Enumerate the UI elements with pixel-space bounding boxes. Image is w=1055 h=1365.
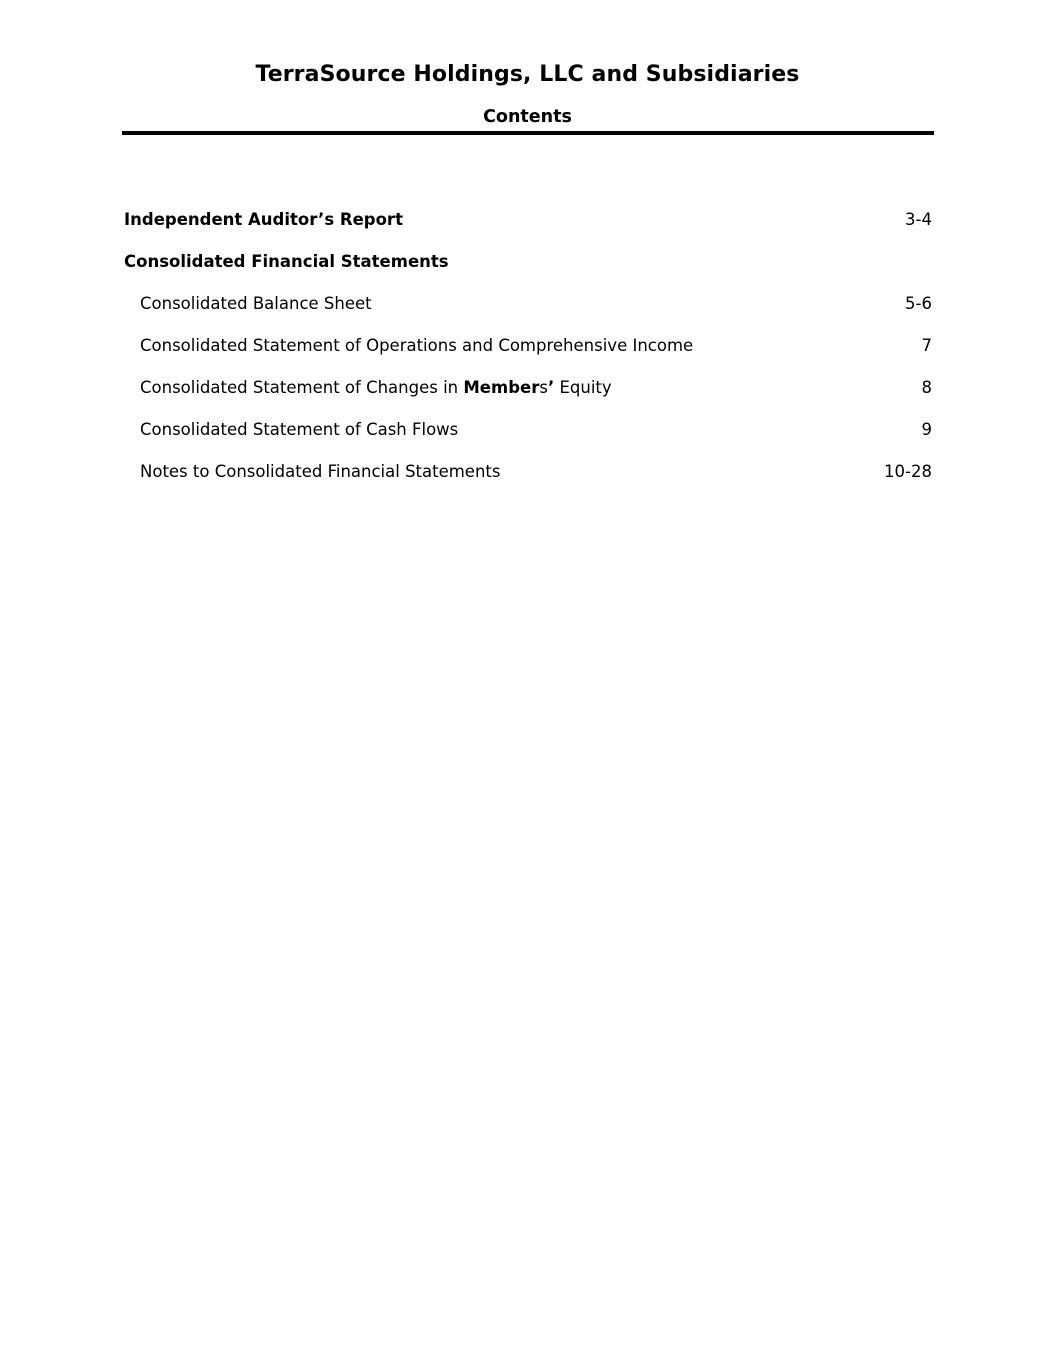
- label-end: Equity: [554, 378, 612, 397]
- toc-section-financial-statements: [124, 252, 932, 276]
- contents-heading: Contents: [483, 107, 572, 127]
- toc-entry-page: 3-4: [905, 210, 932, 229]
- toc-section-label: Consolidated Financial Statements: [124, 252, 449, 271]
- toc-entry-label: Consolidated Statement of Cash Flows: [140, 420, 459, 439]
- toc-entry-label: [124, 378, 612, 397]
- toc-entry-label: Consolidated Balance Sheet: [140, 294, 372, 313]
- toc-entry-label: Notes to Consolidated Financial Statements: [140, 462, 501, 481]
- toc-entry-balance-sheet: [124, 294, 932, 318]
- label-bold: Member: [463, 378, 540, 397]
- label-apostrophe: ’: [547, 378, 555, 397]
- toc-entry-page: 8: [921, 378, 932, 397]
- label-prefix: Consolidated Statement of Changes in: [140, 378, 464, 397]
- label-suffix: s: [539, 378, 548, 397]
- toc-entry-page: 9: [921, 420, 932, 439]
- toc-entry-auditor-report: [124, 210, 932, 234]
- toc-entry-notes: [124, 462, 932, 486]
- toc-entry-members-equity: [124, 378, 932, 402]
- toc-entry-page: 5-6: [905, 294, 932, 313]
- header-divider: [122, 131, 934, 135]
- toc-entry-label: Independent Auditor’s Report: [124, 210, 403, 229]
- toc-entry-page: 7: [921, 336, 932, 355]
- company-title: TerraSource Holdings, LLC and Subsidiaries: [255, 62, 800, 87]
- toc-entry-page: 10-28: [884, 462, 932, 481]
- toc-entry-operations: [124, 336, 932, 360]
- toc-entry-label: Consolidated Statement of Operations and Comprehensive Income: [140, 336, 694, 355]
- toc-entry-cash-flows: [124, 420, 932, 444]
